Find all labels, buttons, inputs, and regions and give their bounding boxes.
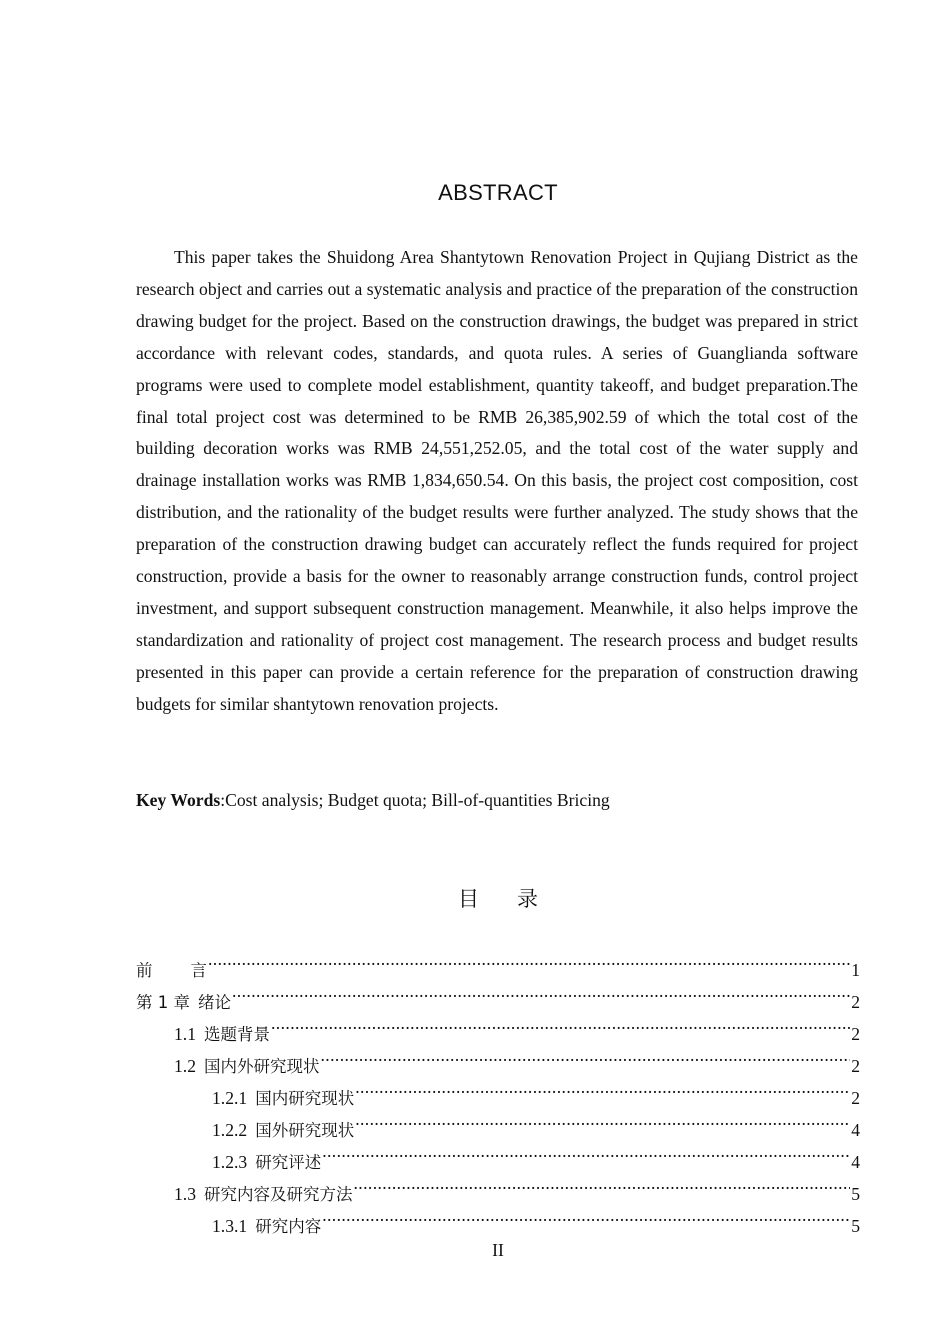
toc-leader-dots <box>355 1072 850 1104</box>
toc-entry-page: 2 <box>851 992 860 1012</box>
toc-leader-dots <box>355 1104 850 1136</box>
toc-entry-page: 5 <box>851 1184 860 1204</box>
toc-leader-dots <box>321 1040 851 1072</box>
toc-leader-dots <box>208 944 850 976</box>
toc-title <box>0 883 950 913</box>
toc-entry-1-1[interactable] <box>136 1008 860 1044</box>
toc-entry-page: 2 <box>851 1024 860 1044</box>
toc-leader-dots <box>271 1008 850 1040</box>
toc-entry-page: 5 <box>851 1216 860 1236</box>
toc-entry-label: 1.2.2 国外研究现状 <box>212 1120 355 1140</box>
toc-leader-dots <box>232 976 850 1008</box>
table-of-contents <box>136 944 860 1236</box>
toc-entry-page: 2 <box>851 1088 860 1108</box>
toc-entry-page: 2 <box>851 1056 860 1076</box>
toc-entry-preface[interactable] <box>136 944 860 980</box>
keywords <box>136 785 858 815</box>
keywords-text: :Cost analysis; Budget quota; Bill-of-quantities Bricing <box>220 790 610 810</box>
toc-entry-label: 1.3 研究内容及研究方法 <box>174 1184 353 1204</box>
toc-entry-chapter-1[interactable] <box>136 976 860 1012</box>
keywords-label: Key Words <box>136 790 221 810</box>
page-number: II <box>492 1240 504 1260</box>
toc-entry-label: 第 1 章 绪论 <box>136 993 231 1012</box>
toc-entry-label: 1.2.1 国内研究现状 <box>212 1088 355 1108</box>
toc-leader-dots <box>354 1168 851 1200</box>
toc-entry-label: 1.2 国内外研究现状 <box>174 1056 320 1076</box>
toc-entry-page: 1 <box>851 960 860 980</box>
abstract-title: ABSTRACT <box>438 180 558 205</box>
toc-entry-label: 1.3.1 研究内容 <box>212 1216 322 1236</box>
toc-leader-dots <box>322 1136 850 1168</box>
toc-entry-page: 4 <box>851 1120 860 1140</box>
toc-leader-dots <box>322 1200 850 1232</box>
abstract-body: This paper takes the Shuidong Area Shantytown Renovation Project in Qujiang District as the research object and carries out a systematic analysis and practice of the preparation of the construction drawing budget for the project. Based on the construction drawings, the budget was prepared in strict accordance with relevant codes, standards, and quota rules. A series of Guanglianda software programs were used to complete model establishment, quantity takeoff, and budget preparation.The final total project cost was determined to be RMB 26,385,902.59 of which the total cost of the building decoration works was RMB 24,551,252.05, and the total cost of the water supply and drainage installation works was RMB 1,834,650.54. On this basis, the project cost composition, cost distribution, and the rationality of the budget results were further analyzed. The study shows that the preparation of the construction drawing budget can accurately reflect the funds required for project construction, provide a basis for the owner to reasonably arrange construction funds, control project investment, and support subsequent construction management. Meanwhile, it also helps improve the standardization and rationality of project cost management. The research process and budget results presented in this paper can provide a certain reference for the preparation of construction drawing budgets for similar shantytown renovation projects. <box>136 247 858 714</box>
toc-title-char: 录 <box>517 887 538 911</box>
toc-entry-label: 1.1 选题背景 <box>174 1024 270 1044</box>
toc-entry-label: 1.2.3 研究评述 <box>212 1152 322 1172</box>
toc-entry-page: 4 <box>851 1152 860 1172</box>
toc-title-char: 目 <box>458 887 479 911</box>
toc-entry-label: 前 言 <box>136 961 207 980</box>
